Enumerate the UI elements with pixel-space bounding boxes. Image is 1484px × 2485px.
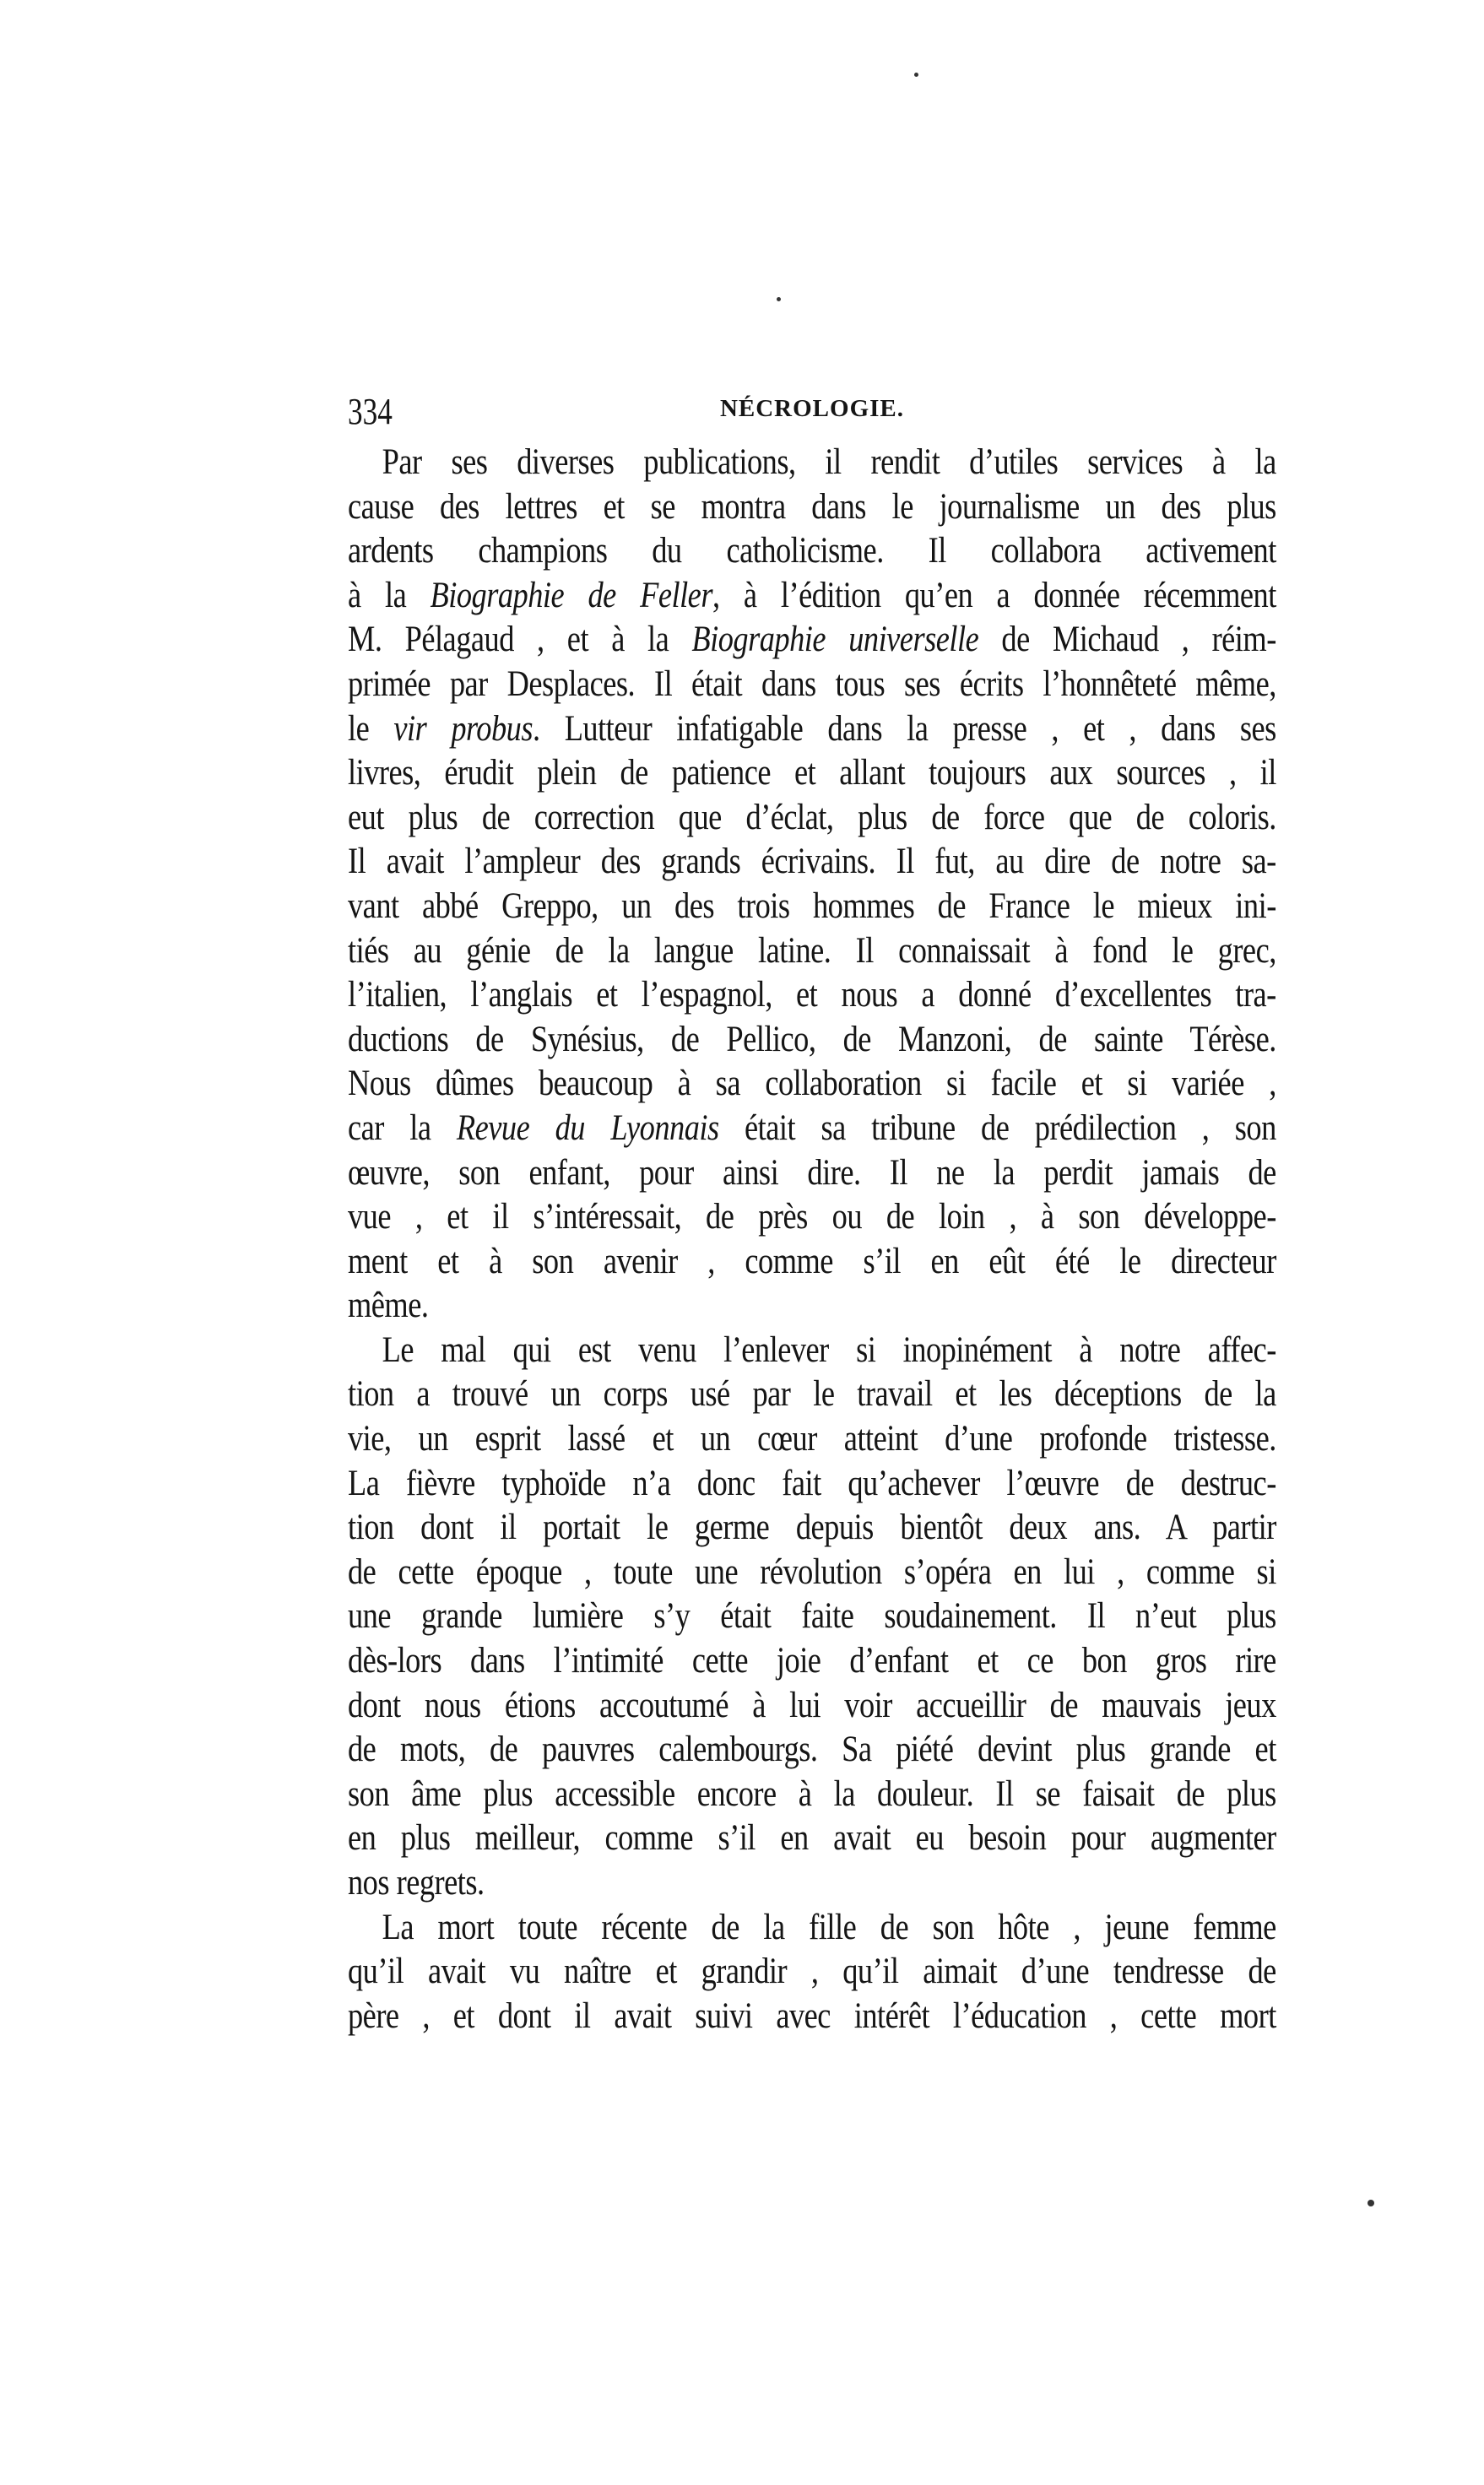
line-text: nos regrets. — [348, 1863, 485, 1903]
paragraph — [348, 441, 1276, 1329]
line-text: vue , et il s’intéressait, de près ou de loin , à son développe- — [348, 1197, 1276, 1237]
page-number: 334 — [348, 391, 393, 432]
line-text: livres, érudit plein de patience et allant toujours aux sources , il — [348, 753, 1276, 793]
line-text: même. — [348, 1286, 429, 1326]
line-text: dès-lors dans l’intimité cette joie d’enfant et ce bon gros rire — [348, 1641, 1276, 1681]
text-line — [348, 574, 1276, 619]
line-text: son âme plus accessible encore à la douleur. Il se faisait de plus — [348, 1773, 1276, 1814]
line-text: qu’il avait vu naître et grandir , qu’il aimait d’une tendresse de — [348, 1952, 1276, 1992]
text-line — [348, 1329, 1276, 1373]
text-line — [348, 796, 1276, 841]
line-text: ardents champions du catholicisme. Il collabora activement — [348, 531, 1276, 571]
line-text: Nous dûmes beaucoup à sa collaboration si facile et si variée , — [348, 1064, 1276, 1104]
text-line — [348, 1151, 1276, 1196]
text-line — [348, 1240, 1276, 1285]
text-line — [348, 1062, 1276, 1107]
text-line — [348, 885, 1276, 929]
text-line — [348, 1950, 1276, 1995]
text-line — [348, 1018, 1276, 1063]
running-title: NÉCROLOGIE. — [719, 395, 905, 422]
text-line — [348, 1995, 1276, 2039]
text-line — [348, 751, 1276, 796]
text-line — [348, 1861, 1276, 1906]
line-text: car la Revue du Lyonnais était sa tribune de prédilection , son — [348, 1107, 1276, 1148]
italic-title: Biographie de Feller — [430, 575, 712, 615]
italic-title: Revue du Lyonnais — [456, 1107, 719, 1148]
line-text: Le mal qui est venu l’enlever si inopinément à notre affec- — [382, 1329, 1276, 1370]
text-line — [348, 973, 1276, 1018]
line-text: vant abbé Greppo, un des trois hommes de France le mieux ini- — [348, 885, 1276, 926]
line-text: eut plus de correction que d’éclat, plus de force que de coloris. — [348, 797, 1276, 837]
italic-title: vir probus — [393, 708, 533, 749]
line-text: cause des lettres et se montra dans le journalisme un des plus — [348, 486, 1276, 527]
text-line — [348, 1284, 1276, 1329]
line-text: M. Pélagaud , et à la Biographie universelle de Michaud , réim- — [348, 620, 1276, 660]
text-line — [348, 929, 1276, 974]
line-text: à la Biographie de Feller, à l’édition qu’en a donnée récemment — [348, 575, 1276, 615]
line-text: Il avait l’ampleur des grands écrivains. Il fut, au dire de notre sa- — [348, 842, 1276, 882]
text-line — [348, 1906, 1276, 1951]
line-text: tiés au génie de la langue latine. Il connaissait à fond le grec, — [348, 930, 1276, 971]
text-line — [348, 1728, 1276, 1773]
text-line — [348, 1506, 1276, 1551]
line-text: La mort toute récente de la fille de son hôte , jeune femme — [382, 1907, 1276, 1947]
line-text: vie, un esprit lassé et un cœur atteint d’une profonde tristesse. — [348, 1419, 1276, 1459]
line-text: primée par Desplaces. Il était dans tous ses écrits l’honnêteté même, — [348, 663, 1276, 704]
text-line — [348, 1462, 1276, 1507]
text-line — [348, 1107, 1276, 1151]
text-line — [348, 1594, 1276, 1639]
line-text: œuvre, son enfant, pour ainsi dire. Il ne la perdit jamais de — [348, 1152, 1276, 1193]
paragraph — [348, 1329, 1276, 1906]
text-line — [348, 1684, 1276, 1729]
line-text: de cette époque , toute une révolution s’opéra en lui , comme si — [348, 1551, 1276, 1592]
text-line — [348, 840, 1276, 885]
text-line — [348, 1195, 1276, 1240]
text-line — [348, 1639, 1276, 1684]
text-line — [348, 1773, 1276, 1817]
text-line — [348, 1417, 1276, 1462]
body-text — [348, 441, 1276, 2038]
line-text: tion dont il portait le germe depuis bientôt deux ans. A partir — [348, 1508, 1276, 1548]
text-line — [348, 529, 1276, 574]
page-header — [348, 390, 1276, 441]
line-text: le vir probus. Lutteur infatigable dans la presse , et , dans ses — [348, 708, 1276, 749]
speck-mark — [914, 73, 918, 77]
text-line — [348, 1551, 1276, 1595]
text-line — [348, 485, 1276, 530]
text-line — [348, 1372, 1276, 1417]
text-line — [348, 663, 1276, 707]
line-text: dont nous étions accoutumé à lui voir accueillir de mauvais jeux — [348, 1685, 1276, 1725]
line-text: de mots, de pauvres calembourgs. Sa piété devint plus grande et — [348, 1730, 1276, 1770]
line-text: La fièvre typhoïde n’a donc fait qu’achever l’œuvre de destruc- — [348, 1463, 1276, 1503]
italic-title: Biographie universelle — [691, 620, 979, 660]
paragraph — [348, 1906, 1276, 2039]
line-text: ment et à son avenir , comme s’il en eût été le directeur — [348, 1241, 1276, 1281]
speck-mark — [777, 297, 781, 301]
line-text: Par ses diverses publications, il rendit d’utiles services à la — [382, 442, 1276, 482]
line-text: tion a trouvé un corps usé par le travail et les déceptions de la — [348, 1374, 1276, 1415]
text-line — [348, 707, 1276, 752]
speck-mark — [1368, 2200, 1374, 2206]
text-line — [348, 1816, 1276, 1861]
line-text: en plus meilleur, comme s’il en avait eu besoin pour augmenter — [348, 1818, 1276, 1859]
line-text: ductions de Synésius, de Pellico, de Manzoni, de sainte Térèse. — [348, 1019, 1276, 1059]
text-line — [348, 618, 1276, 663]
line-text: père , et dont il avait suivi avec intérêt l’éducation , cette mort — [348, 1995, 1276, 2036]
line-text: une grande lumière s’y était faite soudainement. Il n’eut plus — [348, 1596, 1276, 1637]
line-text: l’italien, l’anglais et l’espagnol, et nous a donné d’excellentes tra- — [348, 975, 1276, 1015]
text-line — [348, 441, 1276, 485]
